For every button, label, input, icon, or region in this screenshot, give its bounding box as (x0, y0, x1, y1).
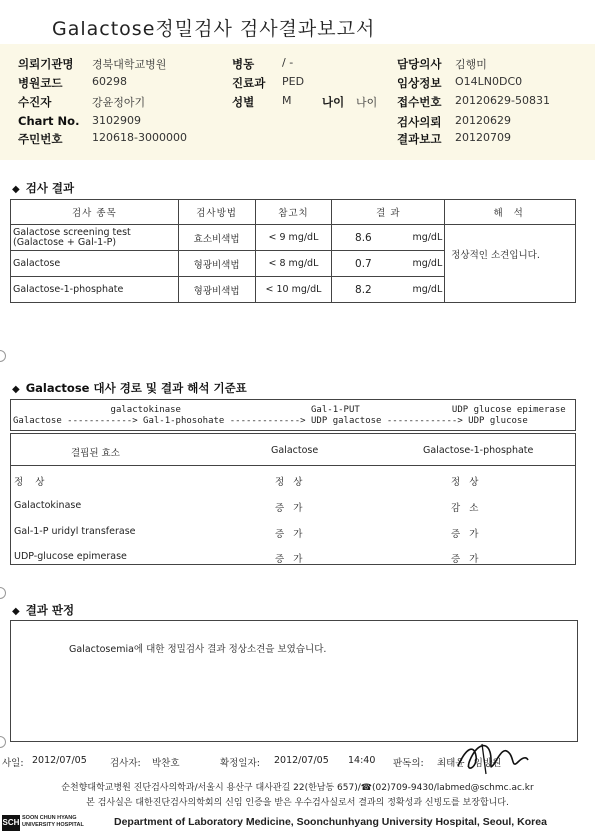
institution-value: 경북대학교병원 (92, 58, 167, 71)
result-cell (332, 225, 445, 251)
pathway-enzymes: galactokinase Gal-1-PUT UDP glucose epimerase (13, 405, 566, 415)
diamond-icon: ◆ (12, 184, 20, 195)
pathway-steps: Galactose ------------> Gal-1-phosohate -------------> UDP galactose -------------> UDP glucose (13, 416, 528, 426)
reader: 최태윤 / 임방원 (437, 758, 502, 769)
logo-line1: SOON CHUN HYANG (22, 815, 77, 821)
criteria-col-gal: Galactose (271, 445, 319, 456)
result-value: 8.2 (355, 283, 372, 296)
col-interp: 해 석 (445, 200, 576, 225)
section-results-title: 검사 결과 (25, 181, 75, 195)
hospital-code-label: 병원코드 (18, 76, 63, 90)
dept-value: PED (282, 75, 305, 88)
item-line2: (Galactose + Gal-1-P) (13, 236, 117, 248)
section-judgement-title: 결과 판정 (25, 603, 75, 617)
criteria-enzyme: 정 상 (14, 477, 45, 488)
result-value: 8.6 (355, 231, 372, 244)
col-ref: 참고치 (255, 200, 332, 225)
result-value: 0.7 (355, 257, 372, 270)
doctor-value: 김행미 (455, 58, 487, 71)
criteria-enzyme: Galactokinase (14, 500, 82, 511)
report-title: Galactose정밀검사 검사결과보고서 (52, 18, 376, 40)
result-unit: mg/dL (412, 231, 443, 243)
receipt-label: 접수번호 (397, 95, 442, 109)
patient-label: 수진자 (18, 95, 52, 109)
criteria-gal: 증 가 (275, 529, 303, 540)
examiner-label: 검사자: (110, 758, 141, 769)
receipt-value: 20120629-50831 (455, 94, 550, 107)
criteria-gal1p: 증 가 (451, 529, 479, 540)
confirm-date: 2012/07/05 (274, 755, 329, 766)
method-cell: 효소비색법 (178, 225, 255, 251)
patient-value: 강윤정아기 (92, 96, 146, 109)
results-header-row (11, 200, 576, 225)
signature-icon (452, 734, 532, 780)
item-cell: Galactose (11, 251, 179, 277)
report-date-value: 20120709 (455, 131, 511, 144)
item-cell (11, 225, 179, 251)
binder-hole-icon (0, 350, 6, 362)
criteria-gal: 증 가 (275, 503, 303, 514)
interpretation-cell: 정상적인 소견입니다. (445, 225, 576, 303)
footer-certification: 본 검사실은 대한진단검사의학회의 신임 인증을 받은 우수검사실로서 결과의 정확성과 신빙도를 보장합니다. (86, 798, 509, 808)
logo-line2: UNIVERSITY HOSPITAL (22, 822, 84, 828)
binder-hole-icon (0, 736, 6, 748)
hospital-logo-icon: SCH (2, 815, 20, 831)
section-results-heading (12, 180, 74, 196)
pathway-box (10, 399, 576, 431)
criteria-gal1p: 증 가 (451, 554, 479, 565)
dept-label: 진료과 (232, 76, 266, 90)
judgement-text: Galactosemia에 대한 정밀검사 결과 정상소견을 보였습니다. (69, 644, 327, 655)
diamond-icon: ◆ (12, 606, 20, 617)
binder-hole-icon (0, 587, 6, 599)
doctor-label: 담당의사 (397, 57, 442, 71)
ref-cell: < 9 mg/dL (255, 225, 332, 251)
result-unit: mg/dL (412, 257, 443, 269)
age-label: 나이 (322, 95, 345, 109)
ward-label: 병동 (232, 57, 255, 71)
judgement-box (10, 620, 578, 742)
col-method: 검사방법 (178, 200, 255, 225)
department-name: Department of Laboratory Medicine, Soonchunhyang University Hospital, Seoul, Korea (114, 816, 547, 828)
result-cell (332, 251, 445, 277)
result-unit: mg/dL (412, 283, 443, 295)
criteria-divider (11, 465, 575, 466)
exam-date-label: 사일: (2, 758, 24, 769)
examiner: 박찬호 (152, 758, 180, 769)
item-cell: Galactose-1-phosphate (11, 277, 179, 303)
section-pathway-heading (12, 380, 247, 396)
rrn-label: 주민번호 (18, 132, 63, 146)
institution-label: 의뢰기관명 (18, 57, 74, 71)
col-item: 검사 종목 (11, 200, 179, 225)
age-value: 나이 (356, 96, 378, 109)
confirm-time: 14:40 (348, 755, 376, 766)
criteria-enzyme: UDP-glucose epimerase (14, 551, 127, 562)
item-line1: Galactose screening test (13, 226, 131, 238)
results-table (10, 199, 576, 303)
chart-label: Chart No. (18, 114, 80, 128)
criteria-gal1p: 정 상 (451, 477, 479, 488)
criteria-enzyme: Gal-1-P uridyl transferase (14, 526, 136, 537)
rrn-value: 120618-3000000 (92, 131, 187, 144)
method-cell: 형광비색법 (178, 277, 255, 303)
method-cell: 형광비색법 (178, 251, 255, 277)
exam-date: 2012/07/05 (32, 755, 87, 766)
criteria-gal: 정 상 (275, 477, 303, 488)
ref-cell: < 8 mg/dL (255, 251, 332, 277)
hospital-code-value: 60298 (92, 75, 127, 88)
sex-value: M (282, 94, 292, 107)
criteria-gal: 증 가 (275, 554, 303, 565)
reader-label: 판독의: (393, 758, 424, 769)
sex-label: 성별 (232, 95, 255, 109)
confirm-label: 확정일자: (220, 758, 260, 769)
col-result: 결 과 (332, 200, 445, 225)
criteria-col-gal1p: Galactose-1-phosphate (423, 445, 534, 456)
report-date-label: 결과보고 (397, 132, 442, 146)
section-judgement-heading (12, 602, 74, 618)
footer-bar (0, 812, 595, 834)
footer-address: 순천향대학교병원 진단검사의학과/서울시 용산구 대사관길 22(한남동 657)/☎(02)709-9430/labmed@schmc.ac.kr (61, 783, 534, 793)
section-pathway-title: Galactose 대사 경로 및 결과 해석 기준표 (25, 381, 247, 395)
criteria-gal1p: 감 소 (451, 503, 479, 514)
request-label: 검사의뢰 (397, 115, 442, 129)
criteria-col-enzyme: 결핍된 효소 (71, 448, 120, 459)
table-row (11, 225, 576, 251)
result-cell (332, 277, 445, 303)
criteria-table (10, 433, 576, 565)
ref-cell: < 10 mg/dL (255, 277, 332, 303)
request-value: 20120629 (455, 114, 511, 127)
chart-value: 3102909 (92, 114, 141, 127)
hospital-logo-text (22, 815, 84, 829)
clinical-value: O14LN0DC0 (455, 75, 523, 88)
clinical-label: 임상정보 (397, 76, 442, 90)
ward-value: / - (282, 56, 294, 69)
diamond-icon: ◆ (12, 384, 20, 395)
